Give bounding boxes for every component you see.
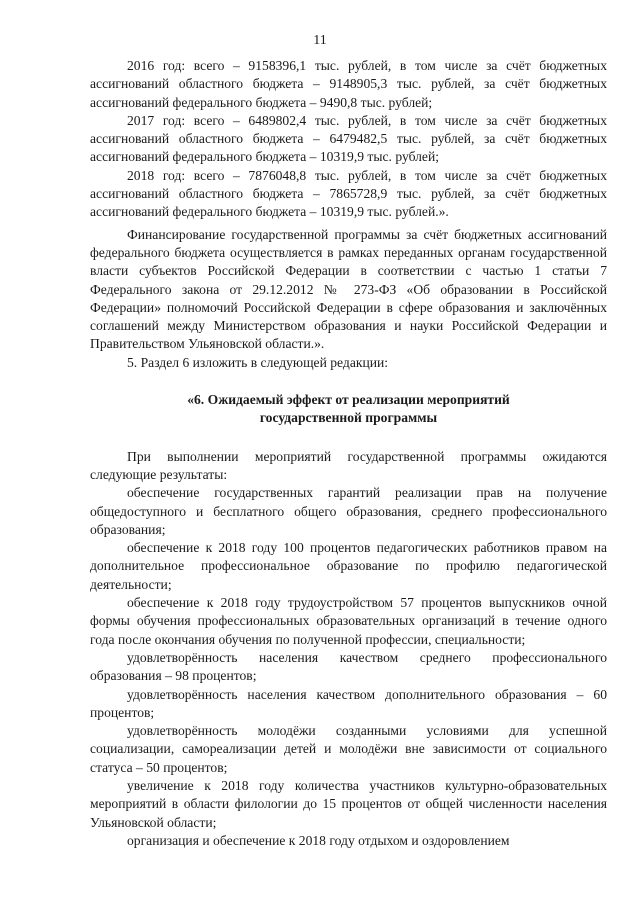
paragraph-2016: 2016 год: всего – 9158396,1 тыс. рублей, в том числе за счёт бюджетных ассигнований областного бюджета – 9148905,3 тыс. рублей, за счёт бюджетных ассигнований федерального бюджета – 9490,8 тыс. рублей; bbox=[90, 58, 607, 110]
section-heading-line-2: государственной программы bbox=[259, 410, 438, 426]
paragraph-result-employment: обеспечение к 2018 году трудоустройством 57 процентов выпускников очной формы обучения профессиональных образовательных организаций в течение одного года после окончания обучения по полученной профессии, специальности; bbox=[90, 595, 607, 647]
paragraph-2018: 2018 год: всего – 7876048,8 тыс. рублей, в том числе за счёт бюджетных ассигнований областного бюджета – 7865728,9 тыс. рублей, за счёт бюджетных ассигнований федерального бюджета – 10319,9 тыс. рублей.». bbox=[90, 167, 607, 220]
paragraph-financing: Финансирование государственной программы за счёт бюджетных ассигнований федерального бюджета осуществляется в рамках переданных органам государственной власти субъектов Российской Федерации в соответствии с частью 1 статьи 7 Федерального закона от 29.12.2012 № 273-ФЗ «Об образовании в Российской Федерации» полномочий Российской Федерации в сфере образования и заключённых соглашений между Министерством образования и науки Российской Федерации и Правительством Ульяновской области.». bbox=[90, 226, 607, 352]
section-heading-line-1: «6. Ожидаемый эффект от реализации мероприятий bbox=[187, 392, 510, 408]
document-body bbox=[90, 57, 607, 850]
paragraph-result-teachers: обеспечение к 2018 году 100 процентов педагогических работников правом на дополнительное профессиональное образование по профилю педагогической деятельности; bbox=[90, 540, 607, 592]
paragraph-result-guarantees: обеспечение государственных гарантий реализации прав на получение общедоступного и бесплатного общего образования, среднего профессионального образования; bbox=[90, 485, 607, 537]
paragraph-amendment: 5. Раздел 6 изложить в следующей редакции: bbox=[127, 354, 389, 370]
paragraph-2017: 2017 год: всего – 6489802,4 тыс. рублей, в том числе за счёт бюджетных ассигнований областного бюджета – 6479482,5 тыс. рублей, за счёт бюджетных ассигнований федерального бюджета – 10319,9 тыс. рублей; bbox=[90, 112, 607, 165]
paragraph-result-philology: увеличение к 2018 году количества участников культурно-образовательных мероприятий в области филологии до 15 процентов от общей численности населения Ульяновской области; bbox=[90, 777, 607, 830]
paragraph-result-recreation: организация и обеспечение к 2018 году отдыхом и оздоровлением bbox=[127, 832, 510, 848]
paragraph-result-additional-education: удовлетворённость населения качеством дополнительного образования – 60 процентов; bbox=[90, 686, 607, 720]
section-heading bbox=[90, 391, 607, 428]
paragraph-results-intro: При выполнении мероприятий государственной программы ожидаются следующие результаты: bbox=[90, 448, 607, 482]
paragraph-result-youth: удовлетворённость молодёжи созданными условиями для успешной социализации, самореализации детей и молодёжи вне зависимости от социального статуса – 50 процентов; bbox=[90, 723, 607, 775]
page-number: 11 bbox=[313, 33, 327, 48]
paragraph-result-vocational-satisfaction: удовлетворённость населения качеством среднего профессионального образования – 98 процентов; bbox=[90, 649, 607, 684]
